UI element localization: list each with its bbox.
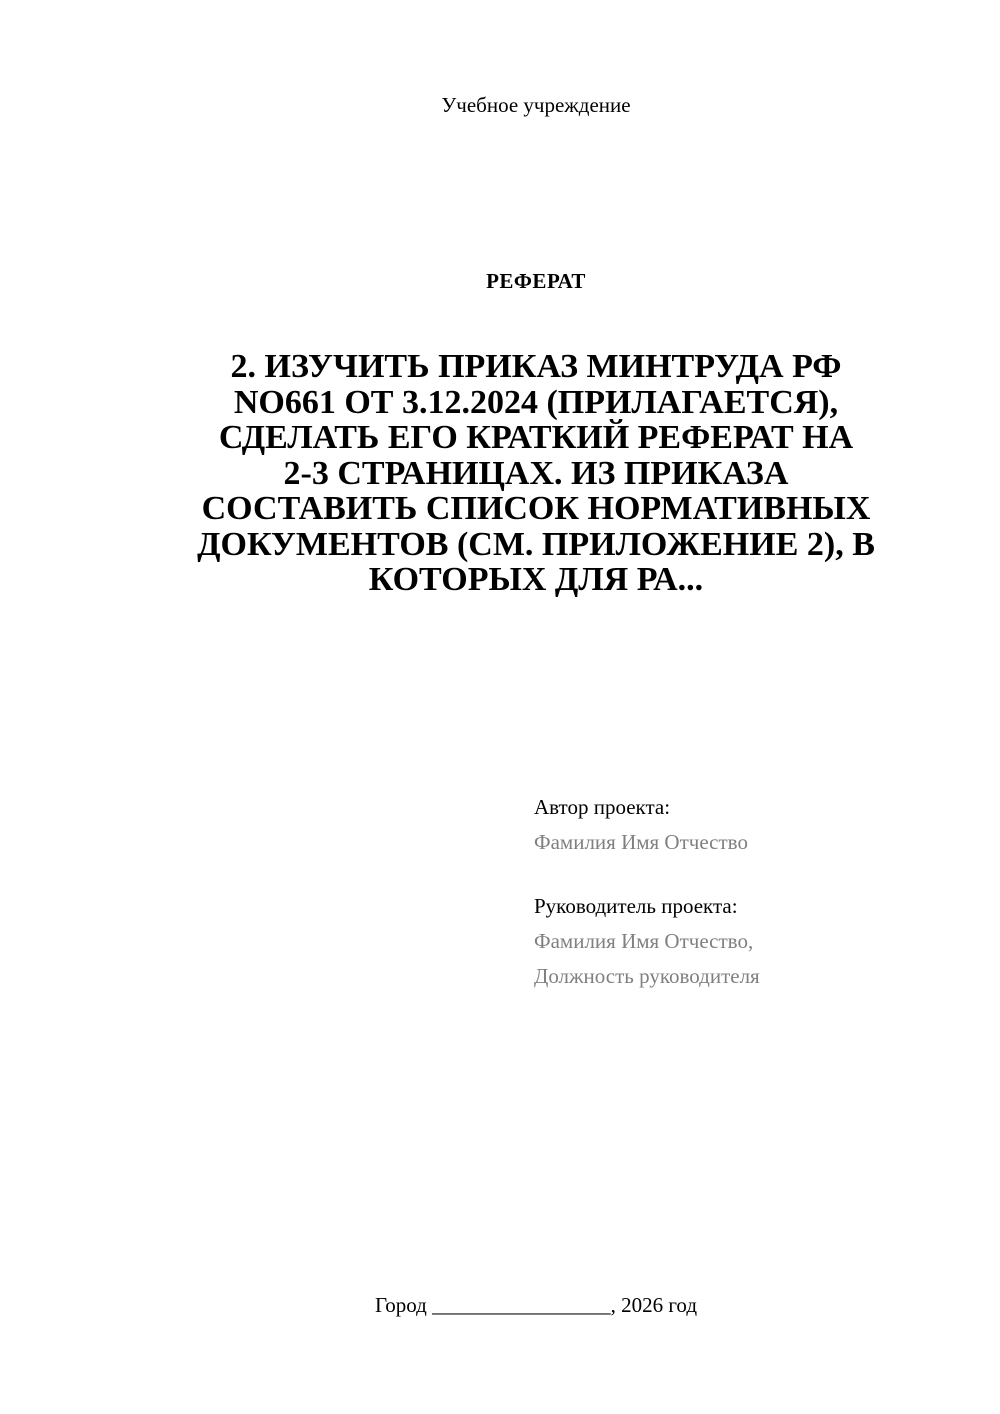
document-title bbox=[140, 349, 932, 598]
title-line: ДОКУМЕНТОВ (СМ. ПРИЛОЖЕНИЕ 2), В bbox=[197, 525, 875, 563]
authors-block bbox=[534, 790, 974, 994]
city-year-line: Город _________________, 2026 год bbox=[374, 1293, 698, 1317]
title-line: NO661 ОТ 3.12.2024 (ПРИЛАГАЕТСЯ), bbox=[233, 383, 839, 421]
spacer bbox=[534, 860, 974, 889]
document-type: РЕФЕРАТ bbox=[486, 269, 586, 293]
institution-name: Учебное учреждение bbox=[441, 93, 631, 117]
supervisor-label: Руководитель проекта: bbox=[534, 894, 738, 918]
supervisor-position: Должность руководителя bbox=[534, 964, 760, 988]
author-label: Автор проекта: bbox=[534, 795, 671, 819]
title-line: 2-3 СТРАНИЦАХ. ИЗ ПРИКАЗА bbox=[283, 454, 789, 492]
author-name: Фамилия Имя Отчество bbox=[534, 830, 748, 854]
title-line: СДЕЛАТЬ ЕГО КРАТКИЙ РЕФЕРАТ НА bbox=[218, 419, 854, 456]
supervisor-name: Фамилия Имя Отчество, bbox=[534, 929, 754, 953]
title-line: СОСТАВИТЬ СПИСОК НОРМАТИВНЫХ bbox=[201, 490, 871, 527]
title-line: КОТОРЫХ ДЛЯ РА... bbox=[368, 561, 704, 598]
title-line: 2. ИЗУЧИТЬ ПРИКАЗ МИНТРУДА РФ bbox=[230, 348, 842, 385]
